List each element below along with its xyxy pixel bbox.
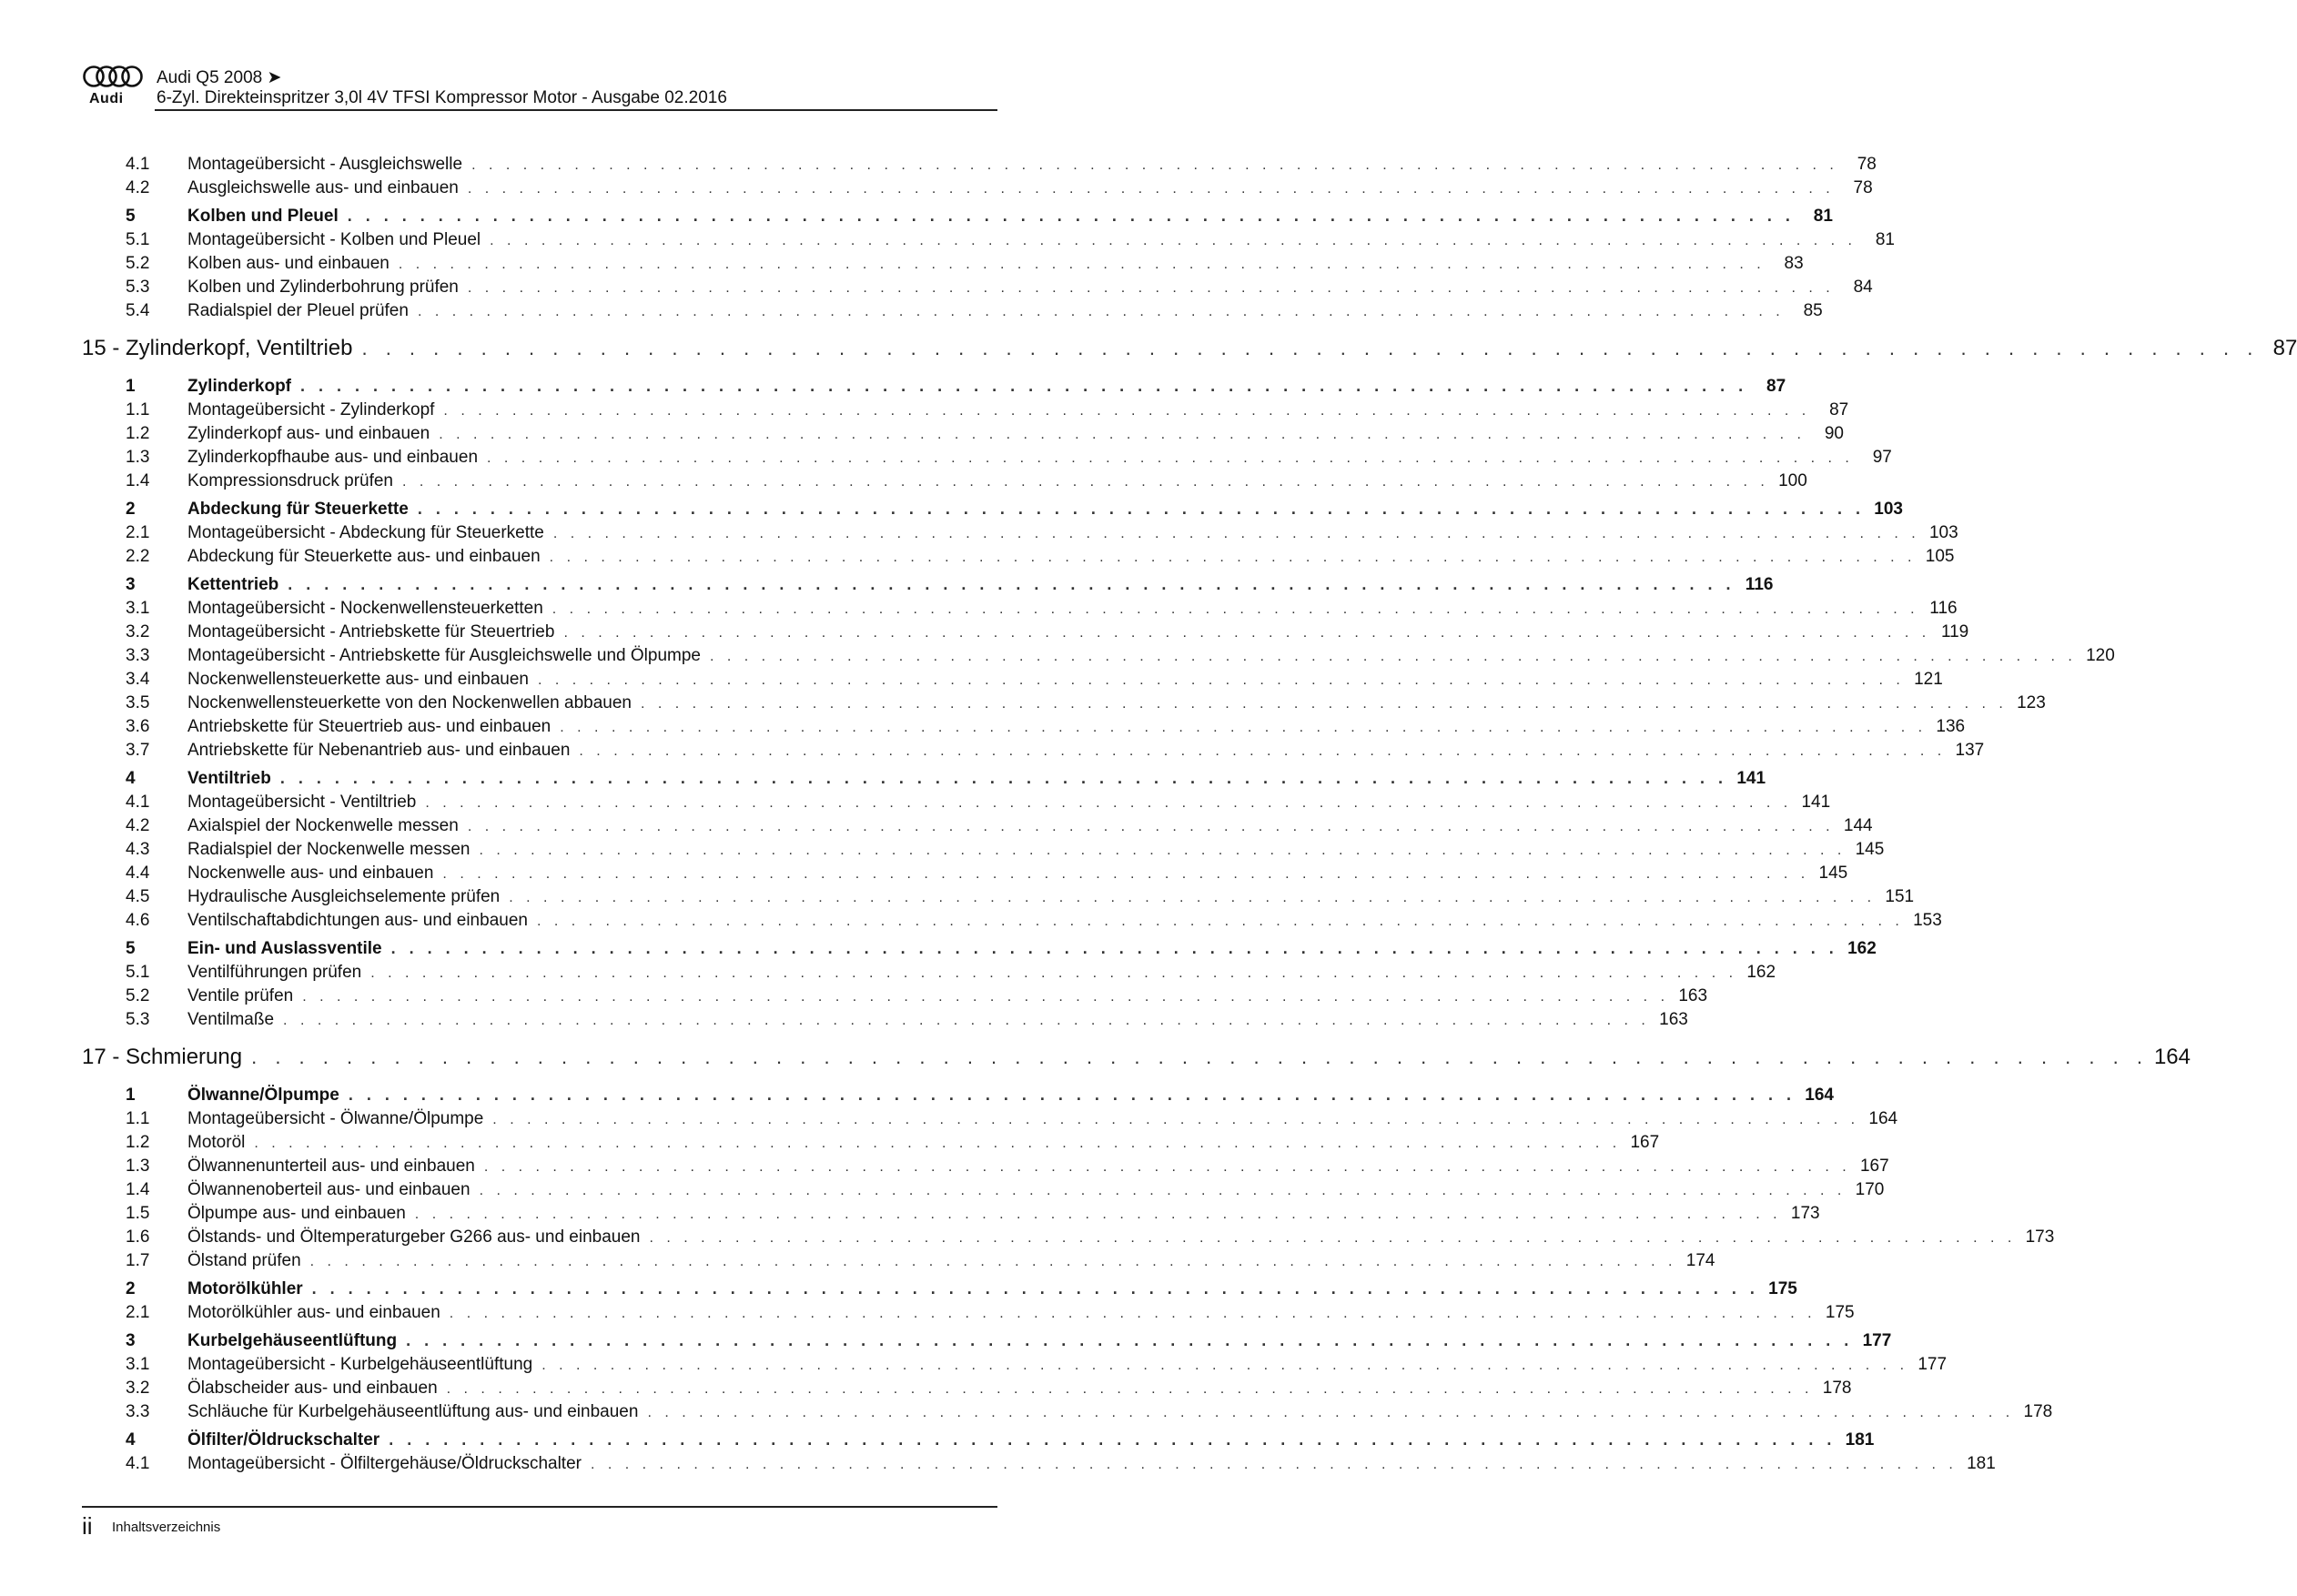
toc-title: Ölwannenunterteil aus- und einbauen — [187, 1157, 475, 1176]
toc-number: 3.6 — [126, 717, 150, 736]
toc-page-number: 181 — [1845, 1430, 1875, 1450]
toc-number: 1.2 — [126, 1133, 150, 1152]
toc-entry[interactable] — [82, 448, 1892, 471]
dot-leader: . . . . . . . . . . . . . . . . . . . . . . . . . . . . . . . . . . . . . . . . . . . . . . . . . . . . . . . . . . . . . . . . . . . . . . . . . . . . . . . . — [402, 474, 1769, 490]
toc-number: 5.2 — [126, 254, 150, 273]
toc-entry[interactable] — [82, 670, 1943, 693]
toc-entry[interactable] — [82, 864, 1848, 887]
toc-number: 1.1 — [126, 400, 150, 419]
toc-title: Kolben aus- und einbauen — [187, 254, 390, 273]
toc-title: Montageübersicht - Antriebskette für Steuertrieb — [187, 622, 555, 641]
toc-page-number: 100 — [1778, 471, 1807, 490]
toc-page-number: 173 — [1790, 1204, 1820, 1223]
dot-leader: . . . . . . . . . . . . . . . . . . . . . . . . . . . . . . . . . . . . . . . . . . . . . . . . . . . . . . . . . . . . . . . . . . . . . . . . . . . . . . . . — [389, 1430, 1837, 1449]
toc-number: 2.1 — [126, 1303, 150, 1322]
toc-page-number: 153 — [1913, 911, 1942, 930]
toc-number: 5 — [126, 939, 136, 958]
toc-section[interactable] — [82, 207, 1833, 230]
toc-number: 1 — [126, 377, 136, 396]
toc-title: Montageübersicht - Ausgleichswelle — [187, 155, 463, 174]
dot-leader: . . . . . . . . . . . . . . . . . . . . . . . . . . . . . . . . . . . . . . . . . . . . . . . . . . . . . . . . . . . . . . . . . . . . . . . . . . . . . . . . — [442, 866, 1810, 882]
toc-page-number: 163 — [1678, 986, 1708, 1005]
toc-section[interactable] — [82, 939, 1877, 963]
toc-page-number: 164 — [1805, 1086, 1834, 1105]
audi-rings-icon — [82, 64, 146, 89]
dot-leader: . . . . . . . . . . . . . . . . . . . . . . . . . . . . . . . . . . . . . . . . . . . . . . . . . . . . . . . . . . . . . . . . . . . . . . . . . . . . . . . . — [492, 1112, 1860, 1127]
toc-page-number: 141 — [1801, 793, 1831, 812]
toc-title: Axialspiel der Nockenwelle messen — [187, 816, 459, 835]
dot-leader: . . . . . . . . . . . . . . . . . . . . . . . . . . . . . . . . . . . . . . . . . . . . . . . . . . . . . . . . . . . . . . . . . . . . . . . . . . . . . . . . — [300, 377, 1748, 395]
toc-title: Montageübersicht - Nockenwellensteuerketten — [187, 599, 543, 618]
toc-title: Schläuche für Kurbelgehäuseentlüftung aus- und einbauen — [187, 1402, 639, 1421]
dot-leader: . . . . . . . . . . . . . . . . . . . . . . . . . . . . . . . . . . . . . . . . . . . . . . . . . . . . . . . . . . . . . . . . . . . . . . . . . . . . . . . . — [483, 1159, 1851, 1175]
dot-leader: . . . . . . . . . . . . . . . . . . . . . . . . . . . . . . . . . . . . . . . . . . . . . . . . . . . . . . . . . . . . . . . . . . . . . . . . . . . . . . . . — [283, 1013, 1650, 1028]
toc-section[interactable] — [82, 500, 1903, 523]
dot-leader: . . . . . . . . . . . . . . . . . . . . . . . . . . . . . . . . . . . . . . . . . . . . . . . . . . . . . . . . . . . . . . . . . . . . . . . . . . . . . . . . — [467, 819, 1835, 834]
toc-title: Abdeckung für Steuerkette — [187, 500, 409, 519]
toc-page-number: 123 — [2017, 693, 2046, 712]
toc-entry[interactable] — [82, 1227, 2055, 1251]
dot-leader: . . . . . . . . . . . . . . . . . . . . . . . . . . . . . . . . . . . . . . . . . . . . . . . . . . . . . . . . . . . . . . . . . . . . . . . . . . . . . . . . — [467, 181, 1835, 197]
dot-leader: . . . . . . . . . . . . . . . . . . . . . . . . . . . . . . . . . . . . . . . . . . . . . . . . . . . . . . . . . . . . . . . . . . . . . . . . . . . . . . . . — [560, 720, 1928, 735]
toc-entry[interactable] — [82, 1010, 1688, 1034]
toc-number: 5.1 — [126, 963, 150, 982]
toc-title: Hydraulische Ausgleichselemente prüfen — [187, 887, 501, 906]
toc-page-number: 87 — [2272, 336, 2297, 360]
toc-number: 4.1 — [126, 1454, 150, 1473]
dot-leader: . . . . . . . . . . . . . . . . . . . . . . . . . . . . . . . . . . . . . . . . . . . . . . . . . . . . . . . . . . . . . . . . . . . . . . . . . . . . . . . . — [449, 1306, 1816, 1321]
toc-number: 4.2 — [126, 178, 150, 197]
toc-number: 3.2 — [126, 622, 150, 641]
toc-number: 2.2 — [126, 547, 150, 566]
toc-number: 4.1 — [126, 793, 150, 812]
toc-entry[interactable] — [82, 301, 1823, 325]
toc-section[interactable] — [82, 1279, 1797, 1303]
audi-logo — [82, 64, 146, 106]
toc-title: Ventilschaftabdichtungen aus- und einbauen — [187, 911, 528, 930]
toc-page-number: 87 — [1766, 377, 1786, 396]
toc-number: 3.7 — [126, 741, 150, 760]
toc-number: 3.1 — [126, 599, 150, 618]
toc-page-number: 177 — [1862, 1331, 1892, 1350]
dot-leader: . . . . . . . . . . . . . . . . . . . . . . . . . . . . . . . . . . . . . . . . . . . . . . . . . . . . . . . . . . . . . . . . . . . . . . . . . . . . . . . . — [302, 989, 1670, 1005]
dot-leader: . . . . . . . . . . . . . . . . . . . . . . . . . . . . . . . . . . . . . . . . . . . . . . . . . . . . . . . . . . . . . . . . . . . . . . . . . . . . . . . . — [709, 649, 2077, 664]
toc-page-number: 174 — [1685, 1251, 1715, 1270]
toc-title: Ölwannenoberteil aus- und einbauen — [187, 1180, 471, 1199]
dot-leader: . . . . . . . . . . . . . . . . . . . . . . . . . . . . . . . . . . . . . . . . . . . . . . . . . . . . . . . . . . . . . . . . . . . . . . . . . . . . . . . . — [288, 575, 1735, 593]
dot-leader: . . . . . . . . . . . . . . . . . . . . . . . . . . . . . . . . . . . . . . . . . . . . . . . . . . . . . . . . . . . . . . . . . . . . . . . . . . . . . . . . — [590, 1457, 1958, 1472]
dot-leader: . . . . . . . . . . . . . . . . . . . . . . . . . . . . . . . . . . . . . . . . . . . . . . . . . . . . . . . . . . . . . . . . . . . . . . . . . . . . . . . . — [443, 403, 1811, 419]
toc-page-number: 87 — [1829, 400, 1849, 419]
toc-page-number: 167 — [1630, 1133, 1660, 1152]
toc-entry[interactable] — [82, 1109, 1898, 1133]
dot-leader: . . . . . . . . . . . . . . . . . . . . . . . . . . . . . . . . . . . . . . . . . . . . . . . . . . . . . . . . . . . . . . . . . . . . . . . . . . . . . . . . — [579, 743, 1947, 759]
toc-title: Ölstand prüfen — [187, 1251, 301, 1270]
toc-page-number: 116 — [1745, 575, 1774, 594]
toc-page-number: 78 — [1853, 178, 1873, 197]
dot-leader: . . . . . . . . . . . . . . . . . . . . . . . . . . . . . . . . . . . . . . . . . . . . . . . . . . . . . . . . . . . . . . . . . . . . . . . . . . . . . . . . — [311, 1279, 1759, 1298]
toc-title: Ölfilter/Öldruckschalter — [187, 1430, 380, 1450]
toc-number: 4.3 — [126, 840, 150, 859]
toc-entry[interactable] — [82, 547, 1955, 571]
toc-page-number: 173 — [2025, 1227, 2055, 1247]
dot-leader: . . . . . . . . . . . . . . . . . . . . . . . . . . . . . . . . . . . . . . . . . . . . . . . . . . . . . . . . . . . . . . . . . . . . . . . . . . . . . . . . — [537, 672, 1905, 688]
toc-title: Montageübersicht - Ölfiltergehäuse/Öldruckschalter — [187, 1454, 582, 1473]
toc-page-number: 78 — [1857, 155, 1877, 174]
toc-title: Ölstands- und Öltemperaturgeber G266 aus- und einbauen — [187, 1227, 641, 1247]
toc-number: 1.2 — [126, 424, 150, 443]
toc-entry[interactable] — [82, 254, 1804, 278]
toc-title: Ausgleichswelle aus- und einbauen — [187, 178, 459, 197]
toc-entry[interactable] — [82, 1133, 1660, 1157]
toc-page-number: 151 — [1885, 887, 1915, 906]
dot-leader: . . . . . . . . . . . . . . . . . . . . . . . . . . . . . . . . . . . . . . . . . . . . . . . . . . . . . . . . . . . . . . . . . . . . . . . . . . . . . . . . — [370, 965, 1738, 981]
toc-entry[interactable] — [82, 963, 1776, 986]
toc-number: 1.3 — [126, 1157, 150, 1176]
toc-page-number: 137 — [1955, 741, 1985, 760]
table-of-contents — [82, 155, 2297, 1478]
dot-leader: . . . . . . . . . . . . . . . . . . . . . . . . . . . . . . . . . . . . . . . . . . . . . . . . . . . . . . . . . . . . . . . . . . . . . . . . . . . . . . . . — [647, 1405, 2015, 1420]
toc-title: Ventiltrieb — [187, 769, 271, 788]
toc-page-number: 145 — [1818, 864, 1848, 883]
toc-number: 5.3 — [126, 278, 150, 297]
toc-entry[interactable] — [82, 1157, 1889, 1180]
toc-number: 1.6 — [126, 1227, 150, 1247]
toc-number: 5.1 — [126, 230, 150, 249]
toc-chapter[interactable] — [82, 1045, 2191, 1081]
dot-leader: . . . . . . . . . . . . . . . . . . . . . . . . . . . . . . . . . . . . . . . . . . . . . . . . . . . . . . . . . . . . . . . . . . . . . . . . . . . . . . . . — [254, 1136, 1622, 1151]
toc-entry[interactable] — [82, 599, 1958, 622]
dot-leader: . . . . . . . . . . . . . . . . . . . . . . . . . . . . . . . . . . . . . . . . . . . . . . . . . . . . . . . . . . . . . . . . . . . . . . . . . . . . . . . . — [279, 769, 1728, 787]
toc-page-number: 121 — [1914, 670, 1943, 689]
toc-entry[interactable] — [82, 178, 1873, 202]
dot-leader: . . . . . . . . . . . . . . . . . . . . . . . . . . . . . . . . . . . . . . . . . . . . . . . . . . . . . . . . . . . . . . . . . . . . . . . . . . . . . . . . — [348, 1086, 1796, 1104]
dot-leader: . . . . . . . . . . . . . . . . . . . . . . . . . . . . . . . . . . . . . . . . . . . . . . . . . . . . . . . . . . . . . . . . . . . . . . . . . . . . . . . . — [509, 890, 1877, 905]
toc-title: Radialspiel der Nockenwelle messen — [187, 840, 471, 859]
toc-title: Ventile prüfen — [187, 986, 294, 1005]
toc-number: 4.6 — [126, 911, 150, 930]
toc-entry[interactable] — [82, 693, 2046, 717]
toc-number: 4.5 — [126, 887, 150, 906]
toc-title: 15 - Zylinderkopf, Ventiltrieb — [82, 336, 353, 360]
toc-page-number: 136 — [1936, 717, 1966, 736]
toc-entry[interactable] — [82, 155, 1877, 178]
dot-leader: . . . . . . . . . . . . . . . . . . . . . . . . . . . . . . . . . . . . . . . . . . . . . . . . . . . . . . . . . . . . . . . . . . . . . . . . . . . . . . . . — [467, 280, 1835, 296]
dot-leader: . . . . . . . . . . . . . . . . . . . . . . . . . . . . . . . . . . . . . . . . . . . . . . . . . . . . . . . . . . . . . . . . . . . . . . . . . . . . . . . . — [417, 304, 1785, 319]
header-engine: 6-Zyl. Direkteinspritzer 3,0l 4V TFSI Kompressor Motor - Ausgabe 02.2016 — [157, 88, 727, 107]
toc-page-number: 81 — [1813, 207, 1833, 226]
dot-leader: . . . . . . . . . . . . . . . . . . . . . . . . . . . . . . . . . . . . . . . . . . . . . . . . . . . . . . . . . . . . . . . . . . . . . . . . . . . . . . . . — [563, 625, 1931, 641]
toc-number: 3 — [126, 1331, 136, 1350]
toc-title: Ölwanne/Ölpumpe — [187, 1086, 339, 1105]
toc-number: 3.2 — [126, 1379, 150, 1398]
toc-title: Ölabscheider aus- und einbauen — [187, 1379, 438, 1398]
dot-leader: . . . . . . . . . . . . . . . . . . . . . . . . . . . . . . . . . . . . . . . . . . . . . . . . . . . . . . . . . . . . . . . . . . . . . . . . . . . . . . . . — [536, 914, 1904, 929]
dot-leader: . . . . . . . . . . . . . . . . . . . . . . . . . . . . . . . . . . . . . . . . . . . . . . . . . . . . . . . . . . . . . . . . . . . . . . . . . . . . . . . . — [479, 843, 1847, 858]
toc-section[interactable] — [82, 575, 1774, 599]
dot-leader: . . . . . . . . . . . . . . . . . . . . . . . . . . . . . . . . . . . . . . . . . . . . . . . . . . . . . . . . . . . . . . . . . . . . . . . . . . . . . . . . — [487, 450, 1854, 466]
dot-leader: . . . . . . . . . . . . . . . . . . . . . . . . . . . . . . . . . . . . . . . . . . . . . . . . . . . . . . . . . . . . . . . . . . . . . . . . . . . . . . . . — [551, 601, 1919, 617]
dot-leader: . . . . . . . . . . . . . . . . . . . . . . . . . . . . . . . . . . . . . . . . . . . . . . . . . . . . . . . . . . . . . . . . . . . . . . . . . . . . . . . . — [347, 207, 1795, 225]
toc-number: 5.4 — [126, 301, 150, 320]
toc-section[interactable] — [82, 1430, 1875, 1454]
toc-title: Ventilführungen prüfen — [187, 963, 362, 982]
toc-title: Zylinderkopf aus- und einbauen — [187, 424, 430, 443]
toc-page-number: 178 — [2023, 1402, 2053, 1421]
toc-title: Nockenwellensteuerkette von den Nockenwellen abbauen — [187, 693, 632, 712]
toc-title: Zylinderkopfhaube aus- und einbauen — [187, 448, 479, 467]
toc-page-number: 162 — [1847, 939, 1877, 958]
dot-leader: . . . . . . . . . . . . . . . . . . . . . . . . . . . . . . . . . . . . . . . . . . . . . . . . . . . . . . . . . . . . . . . . . . . . . . . . . . . . . . . . — [406, 1331, 1854, 1349]
dot-leader: . . . . . . . . . . . . . . . . . . . . . . . . . . . . . . . . . . . . . . . . . . . . . . . . . . . . . . . . . . . . . . . . . . . . . . . . . . . . . . . . — [541, 1358, 1909, 1373]
toc-entry[interactable] — [82, 1402, 2053, 1426]
toc-page-number: 97 — [1872, 448, 1892, 467]
toc-entry[interactable] — [82, 1180, 1885, 1204]
toc-page-number: 177 — [1918, 1355, 1948, 1374]
toc-entry[interactable] — [82, 717, 1966, 741]
toc-title: Antriebskette für Steuertrieb aus- und einbauen — [187, 717, 551, 736]
dot-leader: . . . . . . . . . . . . . . . . . . . . . . . . . . . . . . . . . . . . . . . . . . . . . . . . . . . . . . . . . . . . . . . . . . . . . . . . . . . . . . . . — [549, 550, 1917, 565]
footer-label: Inhaltsverzeichnis — [112, 1520, 221, 1535]
toc-title: Kolben und Pleuel — [187, 207, 339, 226]
dot-leader: . . . . . . . . . . . . . . . . . . . . . . . . . . . . . . . . . . . . . . . . . . . . . . . . . . . . . . . . . . . . . . . . . . . . . . . . . . . . . . . . — [425, 795, 1793, 811]
toc-title: Ein- und Auslassventile — [187, 939, 382, 958]
toc-page-number: 178 — [1822, 1379, 1852, 1398]
toc-title: Radialspiel der Pleuel prüfen — [187, 301, 409, 320]
toc-number: 3.1 — [126, 1355, 150, 1374]
toc-title: Motoröl — [187, 1133, 246, 1152]
toc-title: Kettentrieb — [187, 575, 279, 594]
toc-number: 1.1 — [126, 1109, 150, 1128]
toc-title: Montageübersicht - Ventiltrieb — [187, 793, 417, 812]
dot-leader: . . . . . . . . . . . . . . . . . . . . . . . . . . . . . . . . . . . . . . . . . . . . . . . . . . . . . . . . . . . . . . . . . . . . . . . . . . . . . . . . — [414, 1207, 1782, 1222]
toc-number: 1.7 — [126, 1251, 150, 1270]
toc-entry[interactable] — [82, 424, 1844, 448]
toc-title: Motorölkühler — [187, 1279, 303, 1298]
toc-number: 4 — [126, 1430, 136, 1450]
toc-title: Ventilmaße — [187, 1010, 275, 1029]
toc-section[interactable] — [82, 1331, 1892, 1355]
dot-leader: . . . . . . . . . . . . . . . . . . . . . . . . . . . . . . . . . . . . . . . . . . . . . . . . . . . . . . . . . . . . . . . . . . . . . . . . . . . . . . . . — [446, 1381, 1814, 1397]
toc-number: 1.4 — [126, 1180, 150, 1199]
toc-title: 17 - Schmierung — [82, 1045, 243, 1069]
toc-page-number: 105 — [1925, 547, 1955, 566]
toc-section[interactable] — [82, 377, 1786, 400]
toc-page-number: 81 — [1875, 230, 1895, 249]
header-divider — [155, 109, 997, 111]
toc-entry[interactable] — [82, 278, 1873, 301]
toc-title: Montageübersicht - Antriebskette für Ausgleichswelle und Ölpumpe — [187, 646, 701, 665]
dot-leader: . . . . . . . . . . . . . . . . . . . . . . . . . . . . . . . . . . . . . . . . . . . . . . . . . . . . . . . . . . . . . . . . . . . . . . . . . . . . . . . . — [641, 696, 2008, 712]
toc-page-number: 85 — [1803, 301, 1823, 320]
toc-number: 3 — [126, 575, 136, 594]
toc-entry[interactable] — [82, 986, 1708, 1010]
toc-number: 4.4 — [126, 864, 150, 883]
toc-title: Montageübersicht - Abdeckung für Steuerkette — [187, 523, 544, 542]
dot-leader: . . . . . . . . . . . . . . . . . . . . . . . . . . . . . . . . . . . . . . . . . . . . . . . . . . . . . . . . . . . . . . . . . . . . . . . . . . . . . . . . — [490, 233, 1857, 248]
toc-title: Kolben und Zylinderbohrung prüfen — [187, 278, 459, 297]
toc-entry[interactable] — [82, 230, 1895, 254]
toc-entry[interactable] — [82, 1251, 1715, 1275]
toc-page-number: 116 — [1929, 599, 1958, 618]
toc-entry[interactable] — [82, 400, 1849, 424]
toc-number: 2 — [126, 500, 136, 519]
toc-entry[interactable] — [82, 1454, 1996, 1478]
dot-leader: . . . . . . . . . . . . . . . . . . . . . . . . . . . . . . . . . . . . . . . . . . . . . . . . . . . . . . . . . . . . . . . . . . . . . . . . . . . . . . . . — [479, 1183, 1847, 1198]
dot-leader: . . . . . . . . . . . . . . . . . . . . . . . . . . . . . . . . . . . . . . . . . . . . . . . . . . . . . . . . . . . . . . . . . . . . . . . . . . . . . . . . — [309, 1254, 1677, 1269]
dot-leader: . . . . . . . . . . . . . . . . . . . . . . . . . . . . . . . . . . . . . . . . . . . . . . . . . . . . . . . . . . . . . . . . . . . . . . . . . . . . . . . . — [251, 1045, 2149, 1068]
page-number: ii — [82, 1512, 93, 1540]
toc-number: 1 — [126, 1086, 136, 1105]
toc-title: Zylinderkopf — [187, 377, 292, 396]
toc-page-number: 162 — [1746, 963, 1776, 982]
toc-title: Ölpumpe aus- und einbauen — [187, 1204, 406, 1223]
toc-number: 3.5 — [126, 693, 150, 712]
toc-number: 5.3 — [126, 1010, 150, 1029]
dot-leader: . . . . . . . . . . . . . . . . . . . . . . . . . . . . . . . . . . . . . . . . . . . . . . . . . . . . . . . . . . . . . . . . . . . . . . . . . . . . . . . . — [552, 526, 1920, 541]
toc-title: Antriebskette für Nebenantrieb aus- und einbauen — [187, 741, 571, 760]
toc-entry[interactable] — [82, 816, 1873, 840]
toc-page-number: 164 — [1868, 1109, 1898, 1128]
toc-number: 2.1 — [126, 523, 150, 542]
toc-number: 3.3 — [126, 646, 150, 665]
toc-number: 5 — [126, 207, 136, 226]
toc-title: Montageübersicht - Ölwanne/Ölpumpe — [187, 1109, 484, 1128]
toc-entry[interactable] — [82, 1379, 1852, 1402]
toc-title: Abdeckung für Steuerkette aus- und einbauen — [187, 547, 541, 566]
toc-entry[interactable] — [82, 1355, 1948, 1379]
toc-entry[interactable] — [82, 622, 1969, 646]
dot-leader: . . . . . . . . . . . . . . . . . . . . . . . . . . . . . . . . . . . . . . . . . . . . . . . . . . . . . . . . . . . . . . . . . . . . . . . . . . . . . . . . — [361, 337, 2260, 359]
toc-number: 3.4 — [126, 670, 150, 689]
toc-page-number: 164 — [2153, 1045, 2191, 1069]
toc-entry[interactable] — [82, 471, 1807, 495]
toc-entry[interactable] — [82, 887, 1915, 911]
toc-entry[interactable] — [82, 646, 2115, 670]
page-header — [82, 64, 997, 111]
toc-page-number: 170 — [1855, 1180, 1885, 1199]
toc-number: 4 — [126, 769, 136, 788]
toc-title: Montageübersicht - Kolben und Pleuel — [187, 230, 481, 249]
toc-entry[interactable] — [82, 1204, 1820, 1227]
toc-page-number: 141 — [1736, 769, 1766, 788]
toc-page-number: 120 — [2086, 646, 2115, 665]
toc-entry[interactable] — [82, 911, 1942, 934]
toc-title: Montageübersicht - Zylinderkopf — [187, 400, 435, 419]
toc-title: Montageübersicht - Kurbelgehäuseentlüftung — [187, 1355, 533, 1374]
dot-leader: . . . . . . . . . . . . . . . . . . . . . . . . . . . . . . . . . . . . . . . . . . . . . . . . . . . . . . . . . . . . . . . . . . . . . . . . . . . . . . . . — [390, 939, 1838, 957]
toc-page-number: 90 — [1824, 424, 1844, 443]
toc-page-number: 84 — [1853, 278, 1873, 297]
toc-number: 4.2 — [126, 816, 150, 835]
toc-page-number: 163 — [1659, 1010, 1688, 1029]
toc-entry[interactable] — [82, 1303, 1855, 1327]
logo-wordmark: Audi — [89, 91, 124, 106]
toc-page-number: 103 — [1928, 523, 1958, 542]
toc-entry[interactable] — [82, 523, 1958, 547]
toc-section[interactable] — [82, 769, 1766, 793]
toc-title: Kompressionsdruck prüfen — [187, 471, 393, 490]
toc-entry[interactable] — [82, 793, 1831, 816]
toc-page-number: 144 — [1843, 816, 1873, 835]
toc-number: 1.3 — [126, 448, 150, 467]
toc-chapter[interactable] — [82, 336, 2297, 372]
toc-entry[interactable] — [82, 840, 1885, 864]
toc-entry[interactable] — [82, 741, 1985, 764]
toc-title: Nockenwelle aus- und einbauen — [187, 864, 434, 883]
toc-title: Nockenwellensteuerkette aus- und einbauen — [187, 670, 529, 689]
toc-number: 1.4 — [126, 471, 150, 490]
toc-number: 2 — [126, 1279, 136, 1298]
toc-number: 3.3 — [126, 1402, 150, 1421]
toc-page-number: 119 — [1940, 622, 1969, 641]
toc-page-number: 83 — [1784, 254, 1804, 273]
toc-number: 4.1 — [126, 155, 150, 174]
toc-page-number: 145 — [1855, 840, 1885, 859]
toc-number: 5.2 — [126, 986, 150, 1005]
dot-leader: . . . . . . . . . . . . . . . . . . . . . . . . . . . . . . . . . . . . . . . . . . . . . . . . . . . . . . . . . . . . . . . . . . . . . . . . . . . . . . . . — [398, 257, 1766, 272]
toc-page-number: 175 — [1825, 1303, 1855, 1322]
footer-divider — [82, 1506, 997, 1508]
dot-leader: . . . . . . . . . . . . . . . . . . . . . . . . . . . . . . . . . . . . . . . . . . . . . . . . . . . . . . . . . . . . . . . . . . . . . . . . . . . . . . . . — [439, 427, 1806, 442]
toc-page-number: 181 — [1967, 1454, 1996, 1473]
dot-leader: . . . . . . . . . . . . . . . . . . . . . . . . . . . . . . . . . . . . . . . . . . . . . . . . . . . . . . . . . . . . . . . . . . . . . . . . . . . . . . . . — [417, 500, 1865, 518]
toc-number: 1.5 — [126, 1204, 150, 1223]
dot-leader: . . . . . . . . . . . . . . . . . . . . . . . . . . . . . . . . . . . . . . . . . . . . . . . . . . . . . . . . . . . . . . . . . . . . . . . . . . . . . . . . — [471, 157, 1838, 173]
header-model: Audi Q5 2008 ➤ — [157, 68, 282, 87]
toc-page-number: 175 — [1768, 1279, 1797, 1298]
toc-page-number: 167 — [1859, 1157, 1889, 1176]
toc-page-number: 103 — [1874, 500, 1903, 519]
toc-title: Kurbelgehäuseentlüftung — [187, 1331, 398, 1350]
toc-title: Motorölkühler aus- und einbauen — [187, 1303, 440, 1322]
toc-section[interactable] — [82, 1086, 1834, 1109]
dot-leader: . . . . . . . . . . . . . . . . . . . . . . . . . . . . . . . . . . . . . . . . . . . . . . . . . . . . . . . . . . . . . . . . . . . . . . . . . . . . . . . . — [649, 1230, 2017, 1246]
